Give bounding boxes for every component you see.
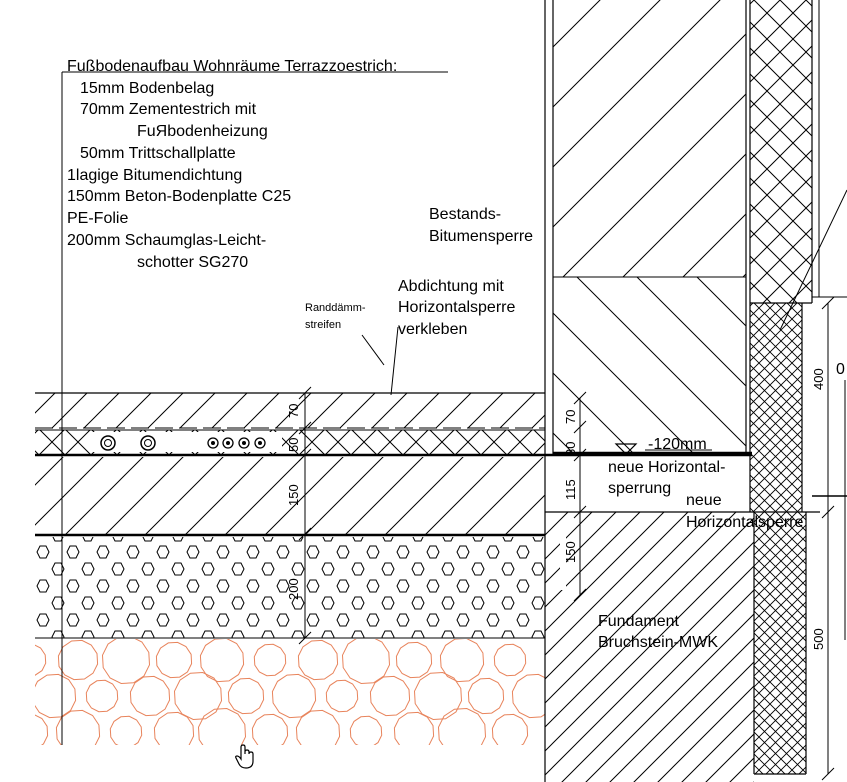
gravel-stone (32, 674, 75, 717)
buildup-line: 200mm Schaumglas-Leicht- (67, 232, 267, 249)
gravel-stone (326, 680, 357, 711)
gravel-stone (200, 638, 243, 681)
gravel-stone (110, 716, 141, 747)
neue-horizontal-label: sperrung (608, 480, 672, 497)
small-pipe-core (211, 441, 215, 445)
gravel-stone (254, 644, 285, 675)
edge-label: 0 (836, 361, 845, 378)
gravel-stone (56, 710, 99, 753)
gravel-stone (415, 673, 462, 720)
dimension-text: 50 (286, 437, 301, 452)
hand-pointer-icon[interactable] (234, 744, 256, 770)
floor-buildup-title: Fußbodenaufbau Wohnräume Terrazzoestrich: (67, 58, 398, 75)
gravel-stone (468, 678, 503, 713)
neue-label: Horizontalsperre (686, 514, 804, 531)
bestands-label: Bitumensperre (429, 228, 534, 245)
external-insulation (750, 0, 847, 512)
dimension-text: 150 (563, 541, 578, 563)
gravel-stone (440, 638, 483, 681)
neue-horizontal-label: neue Horizontal- (608, 459, 726, 476)
wall-upper-hatch (553, 0, 746, 277)
buildup-line: 50mm Trittschallplatte (80, 145, 236, 162)
buildup-line: PE-Folie (67, 210, 129, 227)
gravel-stone (58, 640, 97, 679)
small-pipe-core (258, 441, 262, 445)
buildup-line: 15mm Bodenbelag (80, 80, 215, 97)
heating-pipes-strip (92, 432, 282, 452)
dimension-text: 200 (286, 578, 301, 600)
gravel-stone (394, 712, 433, 751)
small-pipe-core (242, 441, 246, 445)
dimension-text: 500 (811, 628, 826, 650)
fundament-label: Bruchstein-MWK (598, 634, 719, 651)
dimension-text: 70 (286, 403, 301, 418)
gravel-stone (370, 676, 409, 715)
wall-mid-hatch (553, 277, 746, 453)
buildup-line: schotter SG270 (137, 254, 249, 271)
gravel-stone (252, 714, 287, 749)
neue-label: neue (686, 492, 722, 509)
buildup-line: FuЯbodenheizung (137, 123, 268, 140)
buildup-line: 70mm Zementestrich mit (80, 101, 257, 118)
dimension-text: 70 (563, 409, 578, 424)
dimension-text: 400 (811, 368, 826, 390)
dimension-text: 30 (563, 441, 578, 456)
gravel-stone (14, 644, 45, 675)
abdichtung-label: Abdichtung mit (398, 278, 504, 295)
dimension-text: 150 (286, 484, 301, 506)
gravel-stone (175, 673, 222, 720)
randdaemm-label: streifen (305, 319, 342, 331)
abdichtung-label: verkleben (398, 321, 468, 338)
gravel-stone (492, 714, 527, 749)
gravel-stone (343, 637, 390, 684)
buildup-line: 150mm Beton-Bodenplatte C25 (67, 188, 292, 205)
gravel-stone (272, 674, 315, 717)
level-label: -120mm (648, 436, 707, 453)
gravel-stone (296, 710, 339, 753)
gravel-stone (298, 640, 337, 679)
gravel-stone (103, 637, 150, 684)
gravel-stone (12, 714, 47, 749)
gravel-stone (350, 716, 381, 747)
gravel-stone (86, 680, 117, 711)
fundament-label: Fundament (598, 613, 679, 630)
abdichtung-label: Horizontalsperre (398, 299, 516, 316)
gravel-stone (228, 678, 263, 713)
gravel-layer (12, 637, 555, 756)
gravel-stone (439, 709, 486, 756)
dimension-text: 115 (563, 479, 578, 500)
gravel-stone (494, 644, 525, 675)
small-pipe-core (226, 441, 230, 445)
gravel-stone (154, 712, 193, 751)
gravel-stone (396, 642, 431, 677)
gravel-stone (156, 642, 191, 677)
gravel-stone (130, 676, 169, 715)
bestands-label: Bestands- (429, 206, 502, 223)
buildup-line: 1lagige Bitumendichtung (67, 167, 243, 184)
randdaemm-label: Randdämm- (305, 302, 366, 314)
